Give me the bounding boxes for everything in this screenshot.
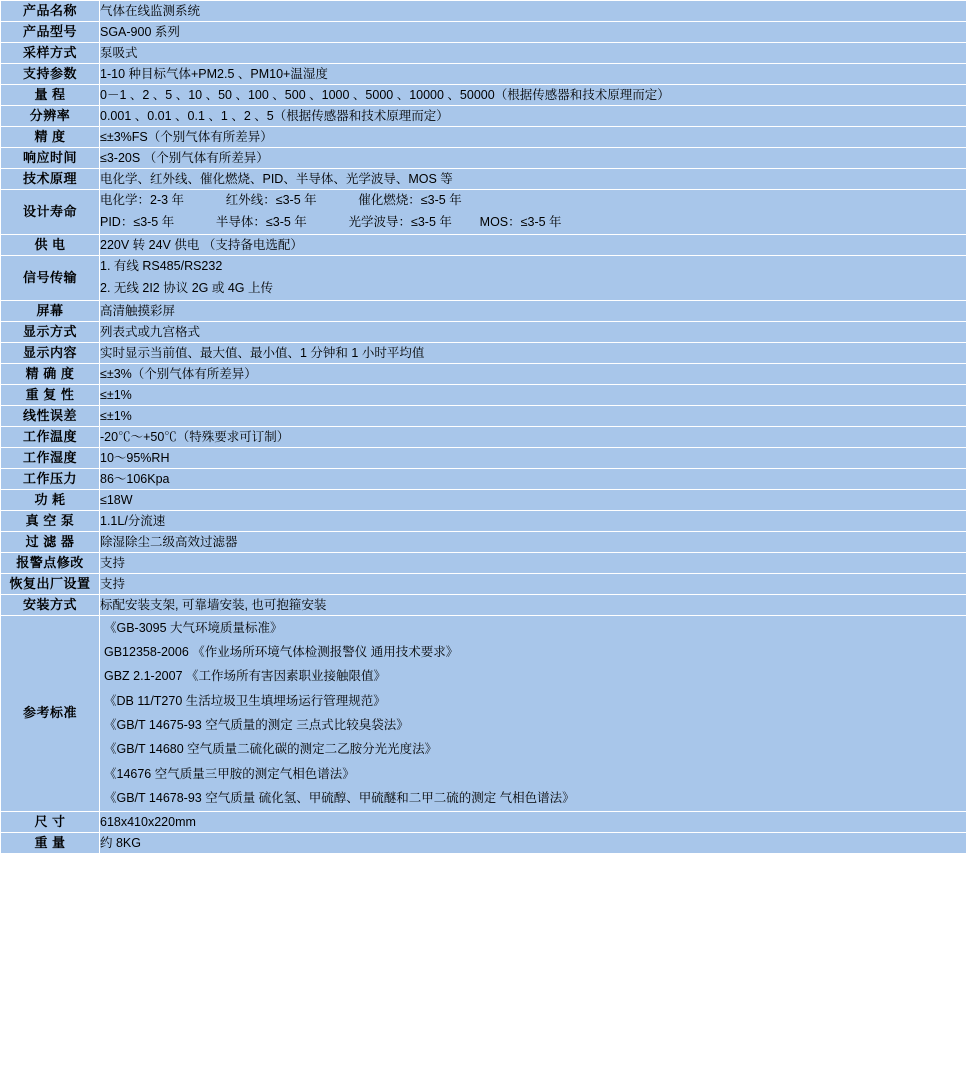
spec-value-line: 1-10 种目标气体+PM2.5 、PM10+温湿度 — [100, 67, 328, 81]
table-row — [1, 22, 967, 43]
table-row — [1, 148, 967, 169]
spec-value-cell — [100, 43, 967, 64]
spec-value-line: 《DB 11/T270 生活垃圾卫生填埋场运行管理规范》 — [104, 693, 386, 708]
spec-value-line: ≤±3%（个别气体有所差异） — [100, 366, 257, 381]
spec-value-line: ≤±3%FS（个别气体有所差异） — [100, 130, 273, 144]
spec-value-cell — [100, 64, 967, 85]
table-row — [1, 447, 967, 468]
spec-value-line: -20℃～+50℃（特殊要求可订制） — [100, 429, 290, 444]
spec-value-line: 《GB/T 14675-93 空气质量的测定 三点式比较臭袋法》 — [104, 718, 409, 732]
table-row — [1, 811, 967, 832]
spec-value-line: 高清触摸彩屏 — [100, 303, 176, 318]
spec-label-cell: 参考标准 — [1, 615, 100, 811]
spec-value-cell — [100, 552, 967, 573]
spec-label-cell: 工作压力 — [1, 468, 100, 489]
spec-value-cell — [100, 300, 967, 321]
spec-value-cell — [100, 106, 967, 127]
spec-label-cell: 设计寿命 — [1, 190, 100, 235]
spec-value-line: SGA-900 系列 — [100, 25, 180, 39]
spec-value-cell — [100, 405, 967, 426]
spec-value-cell — [100, 148, 967, 169]
table-row — [1, 106, 967, 127]
spec-label-cell: 供 电 — [1, 234, 100, 255]
spec-value-line: 0－1 、2 、5 、10 、50 、100 、500 、1000 、5000 、10000 、50000（根据传感器和技术原理而定） — [100, 88, 670, 102]
spec-value-cell — [100, 321, 967, 342]
table-row — [1, 363, 967, 384]
spec-value-cell — [100, 1, 967, 22]
spec-label-cell: 屏幕 — [1, 300, 100, 321]
table-row — [1, 190, 967, 235]
spec-value-line: 1. 有线 RS485/RS232 — [100, 258, 223, 273]
spec-value-line: 《GB/T 14678-93 空气质量 硫化氢、甲硫醇、甲硫醚和二甲二硫的测定 气相色谱法》 — [104, 791, 575, 806]
table-row — [1, 510, 967, 531]
spec-label-cell: 精 度 — [1, 127, 100, 148]
spec-value-line: 618x410x220mm — [100, 814, 196, 829]
table-row — [1, 594, 967, 615]
table-row — [1, 169, 967, 190]
spec-value-line: 0.001 、0.01 、0.1 、1 、2 、5（根据传感器和技术原理而定） — [100, 109, 449, 123]
spec-value-cell — [100, 363, 967, 384]
table-row — [1, 552, 967, 573]
spec-value-line: 标配安装支架, 可靠墙安装, 也可抱箍安装 — [100, 597, 327, 612]
spec-label-cell: 安装方式 — [1, 594, 100, 615]
table-row — [1, 321, 967, 342]
spec-label-cell: 报警点修改 — [1, 552, 100, 573]
spec-value-cell — [100, 489, 967, 510]
spec-label-cell: 精 确 度 — [1, 363, 100, 384]
spec-value-cell — [100, 190, 967, 235]
spec-value-line: 电化学、红外线、催化燃烧、PID、半导体、光学波导、MOS 等 — [100, 172, 453, 186]
spec-label-cell: 技术原理 — [1, 169, 100, 190]
table-row — [1, 384, 967, 405]
spec-value-cell — [100, 342, 967, 363]
spec-value-line: 除湿除尘二级高效过滤器 — [100, 534, 238, 549]
spec-value-line: 1.1L/分流速 — [100, 513, 166, 528]
spec-label-cell: 真 空 泵 — [1, 510, 100, 531]
spec-value-line: 电化学：2-3 年 红外线：≤3-5 年 催化燃烧：≤3-5 年 — [100, 193, 462, 207]
spec-value-cell — [100, 811, 967, 832]
table-row — [1, 615, 967, 811]
spec-label-cell: 工作湿度 — [1, 447, 100, 468]
spec-value-line: ≤18W — [100, 492, 133, 507]
spec-label-cell: 信号传输 — [1, 255, 100, 300]
table-row — [1, 489, 967, 510]
spec-value-cell — [100, 447, 967, 468]
spec-value-cell — [100, 169, 967, 190]
spec-label-cell: 支持参数 — [1, 64, 100, 85]
table-row — [1, 64, 967, 85]
table-row — [1, 405, 967, 426]
spec-label-cell: 工作温度 — [1, 426, 100, 447]
spec-value-cell — [100, 573, 967, 594]
spec-value-line: 泵吸式 — [100, 46, 138, 60]
table-row — [1, 255, 967, 300]
spec-label-cell: 过 滤 器 — [1, 531, 100, 552]
spec-value-line: 支持 — [100, 555, 126, 570]
spec-value-cell — [100, 234, 967, 255]
spec-value-line: 气体在线监测系统 — [100, 4, 201, 18]
spec-value-cell — [100, 832, 967, 853]
table-row — [1, 300, 967, 321]
spec-value-line: ≤±1% — [100, 408, 132, 423]
spec-value-line: 10～95%RH — [100, 450, 170, 465]
table-row — [1, 1, 967, 22]
spec-label-cell: 产品型号 — [1, 22, 100, 43]
spec-label-cell: 线性误差 — [1, 405, 100, 426]
spec-label-cell: 量 程 — [1, 85, 100, 106]
spec-value-line: 《GB/T 14680 空气质量二硫化碳的测定二乙胺分光光度法》 — [104, 742, 438, 757]
spec-value-cell — [100, 85, 967, 106]
spec-value-line: 实时显示当前值、最大值、最小值、1 分钟和 1 小时平均值 — [100, 345, 425, 360]
spec-value-line: 86～106Kpa — [100, 471, 170, 486]
spec-label-cell: 响应时间 — [1, 148, 100, 169]
spec-value-line: 《14676 空气质量三甲胺的测定气相色谱法》 — [104, 766, 355, 781]
spec-value-cell — [100, 127, 967, 148]
table-row — [1, 573, 967, 594]
spec-value-line: ≤±1% — [100, 387, 132, 402]
spec-value-cell — [100, 22, 967, 43]
spec-label-cell: 重 复 性 — [1, 384, 100, 405]
spec-label-cell: 尺 寸 — [1, 811, 100, 832]
spec-value-cell — [100, 468, 967, 489]
table-row — [1, 342, 967, 363]
spec-label-cell: 显示方式 — [1, 321, 100, 342]
spec-value-cell — [100, 426, 967, 447]
table-row — [1, 468, 967, 489]
table-row — [1, 85, 967, 106]
spec-value-cell — [100, 255, 967, 300]
spec-label-cell: 显示内容 — [1, 342, 100, 363]
table-row — [1, 234, 967, 255]
spec-value-line: ≤3-20S （个别气体有所差异） — [100, 151, 269, 165]
table-row — [1, 531, 967, 552]
spec-value-cell — [100, 594, 967, 615]
spec-table-body — [1, 1, 967, 854]
table-row — [1, 832, 967, 853]
spec-label-cell: 采样方式 — [1, 43, 100, 64]
spec-value-line: 列表式或九宫格式 — [100, 324, 201, 339]
spec-value-cell — [100, 510, 967, 531]
spec-value-line: GBZ 2.1-2007 《工作场所有害因素职业接触限值》 — [104, 669, 386, 684]
table-row — [1, 43, 967, 64]
table-row — [1, 127, 967, 148]
spec-value-line: GB12358-2006 《作业场所环境气体检测报警仪 通用技术要求》 — [104, 644, 459, 659]
spec-value-line: PID：≤3-5 年 半导体：≤3-5 年 光学波导：≤3-5 年 MOS：≤3-5 年 — [100, 214, 562, 229]
spec-value-line: 2. 无线 2I2 协议 2G 或 4G 上传 — [100, 280, 273, 295]
spec-value-line: 支持 — [100, 576, 126, 591]
spec-label-cell: 产品名称 — [1, 1, 100, 22]
spec-value-cell — [100, 384, 967, 405]
spec-value-cell — [100, 531, 967, 552]
table-row — [1, 426, 967, 447]
spec-value-line: 220V 转 24V 供电 （支持备电选配） — [100, 237, 303, 252]
spec-value-cell — [100, 615, 967, 811]
spec-value-line: 约 8KG — [100, 835, 141, 850]
spec-label-cell: 分辨率 — [1, 106, 100, 127]
spec-label-cell: 功 耗 — [1, 489, 100, 510]
spec-label-cell: 重 量 — [1, 832, 100, 853]
spec-value-line: 《GB-3095 大气环境质量标准》 — [104, 620, 283, 635]
spec-label-cell: 恢复出厂设置 — [1, 573, 100, 594]
